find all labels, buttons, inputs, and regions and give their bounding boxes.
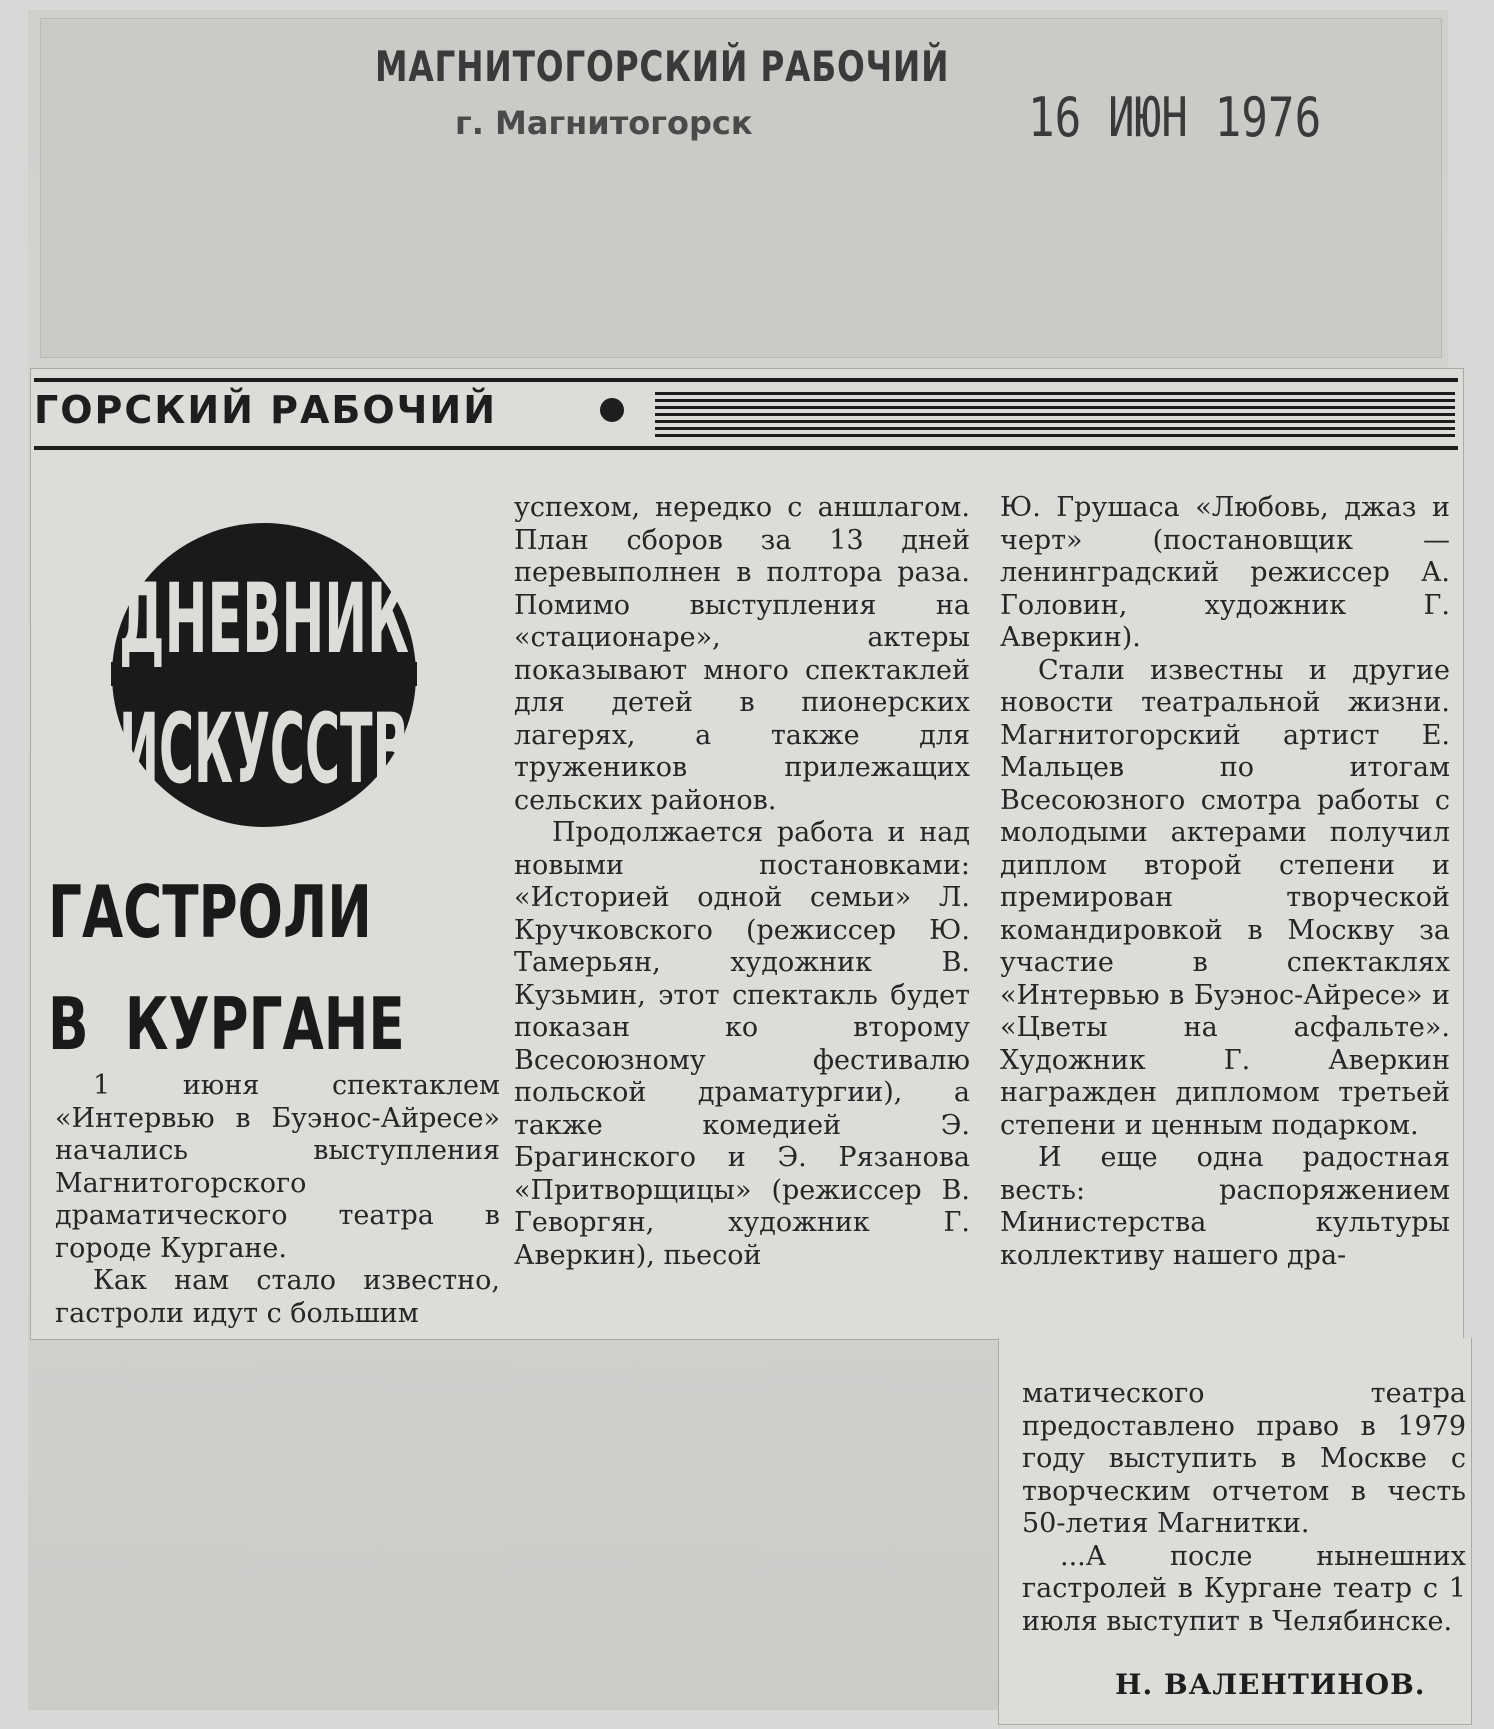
article-column-1: [55, 1070, 500, 1330]
paragraph: ...А после нынешних гастролей в Кургане театр с 1 июля выступит в Челябинске.: [1022, 1540, 1466, 1637]
paragraph: Ю. Грушаса «Любовь, джаз и черт» (постановщик — ленинградский режиссер А. Головин, художник Г. Аверкин).: [1000, 492, 1450, 653]
paragraph: Продолжается работа и над новыми постановками: «Историей одной семьи» Л. Кручковского (режиссер Ю. Тамерьян, художник В. Кузьмин, этот спектакль будет показан ко второму Всесоюзному фестивалю польской драматургии), а также комедией Э. Брагинского и Э. Рязанова «Притворщицы» (режиссер В. Геворгян, художник Г. Аверкин), пьесой: [514, 817, 970, 1271]
masthead-rule-top: [34, 378, 1458, 382]
author-signature: Н. ВАЛЕНТИНОВ.: [1115, 1668, 1426, 1701]
masthead-title: ГОРСКИЙ РАБОЧИЙ: [34, 388, 497, 432]
article-column-3: [1000, 492, 1450, 1272]
emblem-bottom-word: ИСКУССТВ: [119, 693, 409, 805]
masthead-bullet: [600, 398, 624, 422]
masthead-rule-bottom: [34, 446, 1458, 450]
masthead-hatching: [655, 392, 1455, 440]
paragraph: И еще одна радостная весть: распоряжением Министерства культуры коллективу нашего дра-: [1000, 1142, 1450, 1271]
article-column-4: [1022, 1378, 1466, 1638]
stamp-city: г. Магнитогорск: [455, 104, 753, 142]
stamp-newspaper-name: МАГНИТОГОРСКИЙ РАБОЧИЙ: [375, 42, 950, 91]
emblem-top-word: ДНЕВНИК: [119, 563, 409, 675]
paragraph: матического театра предоставлено право в 1979 году выступить в Москве с творческим отчетом в честь 50-летия Магнитки.: [1022, 1378, 1466, 1539]
paragraph: 1 июня спектаклем «Интервью в Буэнос-Айресе» начались выступления Магнитогорского драматического театра в городе Кургане.: [55, 1070, 500, 1264]
rubric-emblem: [105, 520, 423, 830]
paragraph: успехом, нередко с аншлагом. План сборов за 13 дней перевыполнен в полтора раза. Помимо выступления на «стационаре», актеры показывают много спектаклей для детей в пионерских лагерях, а также для тружеников прилежащих сельских районов.: [514, 492, 970, 816]
stamp-date: 16 ИЮН 1976: [1028, 86, 1322, 149]
article-column-2: [514, 492, 970, 1272]
paragraph: Как нам стало известно, гастроли идут с большим: [55, 1265, 500, 1329]
headline-line-2: В КУРГАНЕ: [48, 982, 405, 1066]
paragraph: Стали известны и другие новости театральной жизни. Магнитогорский артист Е. Мальцев по итогам Всесоюзного смотра работы с молодыми актерами получил диплом второй степени и премирован творческой командировкой в Москву за участие в спектаклях «Интервью в Буэнос-Айресе» и «Цветы на асфальте». Художник Г. Аверкин награжден дипломом третьей степени и ценным подарком.: [1000, 654, 1450, 1141]
headline-line-1: ГАСТРОЛИ: [48, 870, 372, 954]
